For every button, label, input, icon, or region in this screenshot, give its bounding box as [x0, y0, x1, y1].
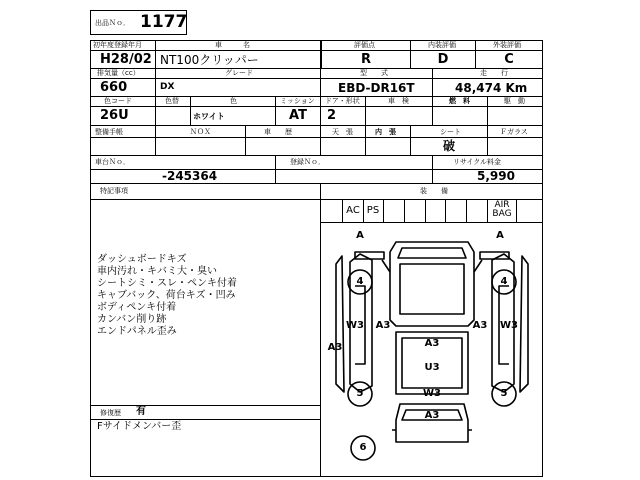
repair-note: Fサイドメンバー歪	[97, 421, 182, 432]
damage-mark: A3	[424, 338, 440, 349]
recycle-value: 5,990	[477, 169, 515, 183]
first-reg-value: H28/02	[100, 52, 152, 67]
mileage-value: 48,474 Km	[455, 81, 528, 95]
notes-label: 特記事項	[100, 187, 128, 195]
note-line: シートシミ・スレ・ペンキ付着	[97, 278, 237, 289]
model-value: EBD-DR16T	[338, 81, 415, 95]
color-code-label: 色コード	[104, 97, 132, 105]
chassis-label: 車台Ｎｏ．	[95, 158, 130, 166]
mileage-label: 走 行	[480, 69, 508, 77]
damage-mark: W3	[346, 320, 364, 331]
first-reg-label: 初年度登録年月	[93, 41, 142, 49]
damage-mark: A3	[327, 342, 343, 353]
transmission-value: AT	[289, 108, 307, 123]
transmission-label: ミッション	[280, 97, 315, 105]
damage-mark: 5	[356, 388, 364, 399]
damage-mark: 4	[500, 276, 508, 287]
seat-value: 破	[442, 139, 455, 153]
car-name-value: NT100クリッパー	[160, 53, 259, 67]
damage-mark: W3	[423, 388, 441, 399]
drive-label: 駆 動	[504, 97, 525, 105]
repair-value: 有	[136, 406, 146, 417]
note-line: 車内汚れ・キバミ大・臭い	[97, 266, 217, 277]
grade-label: グレード	[225, 69, 253, 77]
equipment-label: 装 備	[420, 187, 448, 195]
recycle-label: リサイクル料金	[453, 158, 502, 166]
displacement-label: 排気量（cc）	[97, 69, 140, 77]
model-label: 型 式	[360, 69, 388, 77]
score-value: R	[360, 52, 371, 67]
damage-mark: A3	[472, 320, 488, 331]
color-value: ホワイト	[193, 112, 225, 121]
score-label: 評価点	[354, 41, 375, 49]
exterior-value: C	[504, 52, 514, 67]
grade-value: DX	[160, 82, 175, 92]
seat-label: シート	[440, 128, 461, 136]
color-change-label: 色替	[165, 97, 179, 105]
doors-value: 2	[327, 108, 337, 123]
interior-label: 内装評価	[428, 41, 456, 49]
f-glass-label: Ｆガラス	[500, 128, 528, 136]
damage-mark: 5	[500, 388, 508, 399]
damage-mark: A	[496, 230, 504, 241]
note-line: キャブバック、荷台キズ・凹み	[97, 290, 236, 301]
damage-mark: A3	[375, 320, 391, 331]
damage-mark: 6	[359, 442, 367, 453]
interior-trim-label: 内 張	[375, 128, 396, 136]
displacement-value: 660	[100, 80, 128, 95]
fuel-label: 燃 料	[449, 97, 470, 105]
equipment-ps: PS	[366, 205, 380, 216]
interior-value: D	[437, 52, 449, 67]
color-code-value: 26U	[100, 108, 129, 123]
inspection-label: 車 検	[388, 97, 409, 105]
damage-mark: U3	[424, 362, 440, 373]
color-label: 色	[230, 97, 237, 105]
equipment-airbag: AIR BAG	[492, 200, 512, 219]
damage-mark: W3	[500, 320, 518, 331]
chassis-value: -245364	[162, 169, 218, 183]
note-line: カンバン削り跡	[97, 314, 167, 325]
car-damage-diagram	[322, 224, 542, 476]
repair-label: 修復歴	[100, 409, 121, 417]
note-line: ダッシュボードキズ	[97, 254, 187, 265]
history-label: 車 歴	[264, 128, 292, 136]
note-line: エンドパネル歪み	[97, 326, 177, 337]
registration-label: 登録Ｎｏ．	[290, 158, 325, 166]
manual-label: 整備手帳	[95, 128, 123, 136]
doors-label: ドア・形状	[325, 97, 360, 105]
lot-number: 1177	[140, 12, 188, 32]
nox-label: ＮＯＸ	[190, 128, 211, 136]
damage-mark: A3	[424, 410, 440, 421]
damage-mark: A	[356, 230, 364, 241]
damage-mark: 4	[356, 276, 364, 287]
equipment-ac: AC	[346, 205, 360, 216]
lot-label: 出品Ｎｏ．	[95, 19, 130, 27]
exterior-label: 外装評価	[493, 41, 521, 49]
car-name-label: 車 名	[215, 41, 250, 49]
note-line: ボディペンキ付着	[97, 302, 177, 313]
sunroof-label: 天 張	[332, 128, 353, 136]
